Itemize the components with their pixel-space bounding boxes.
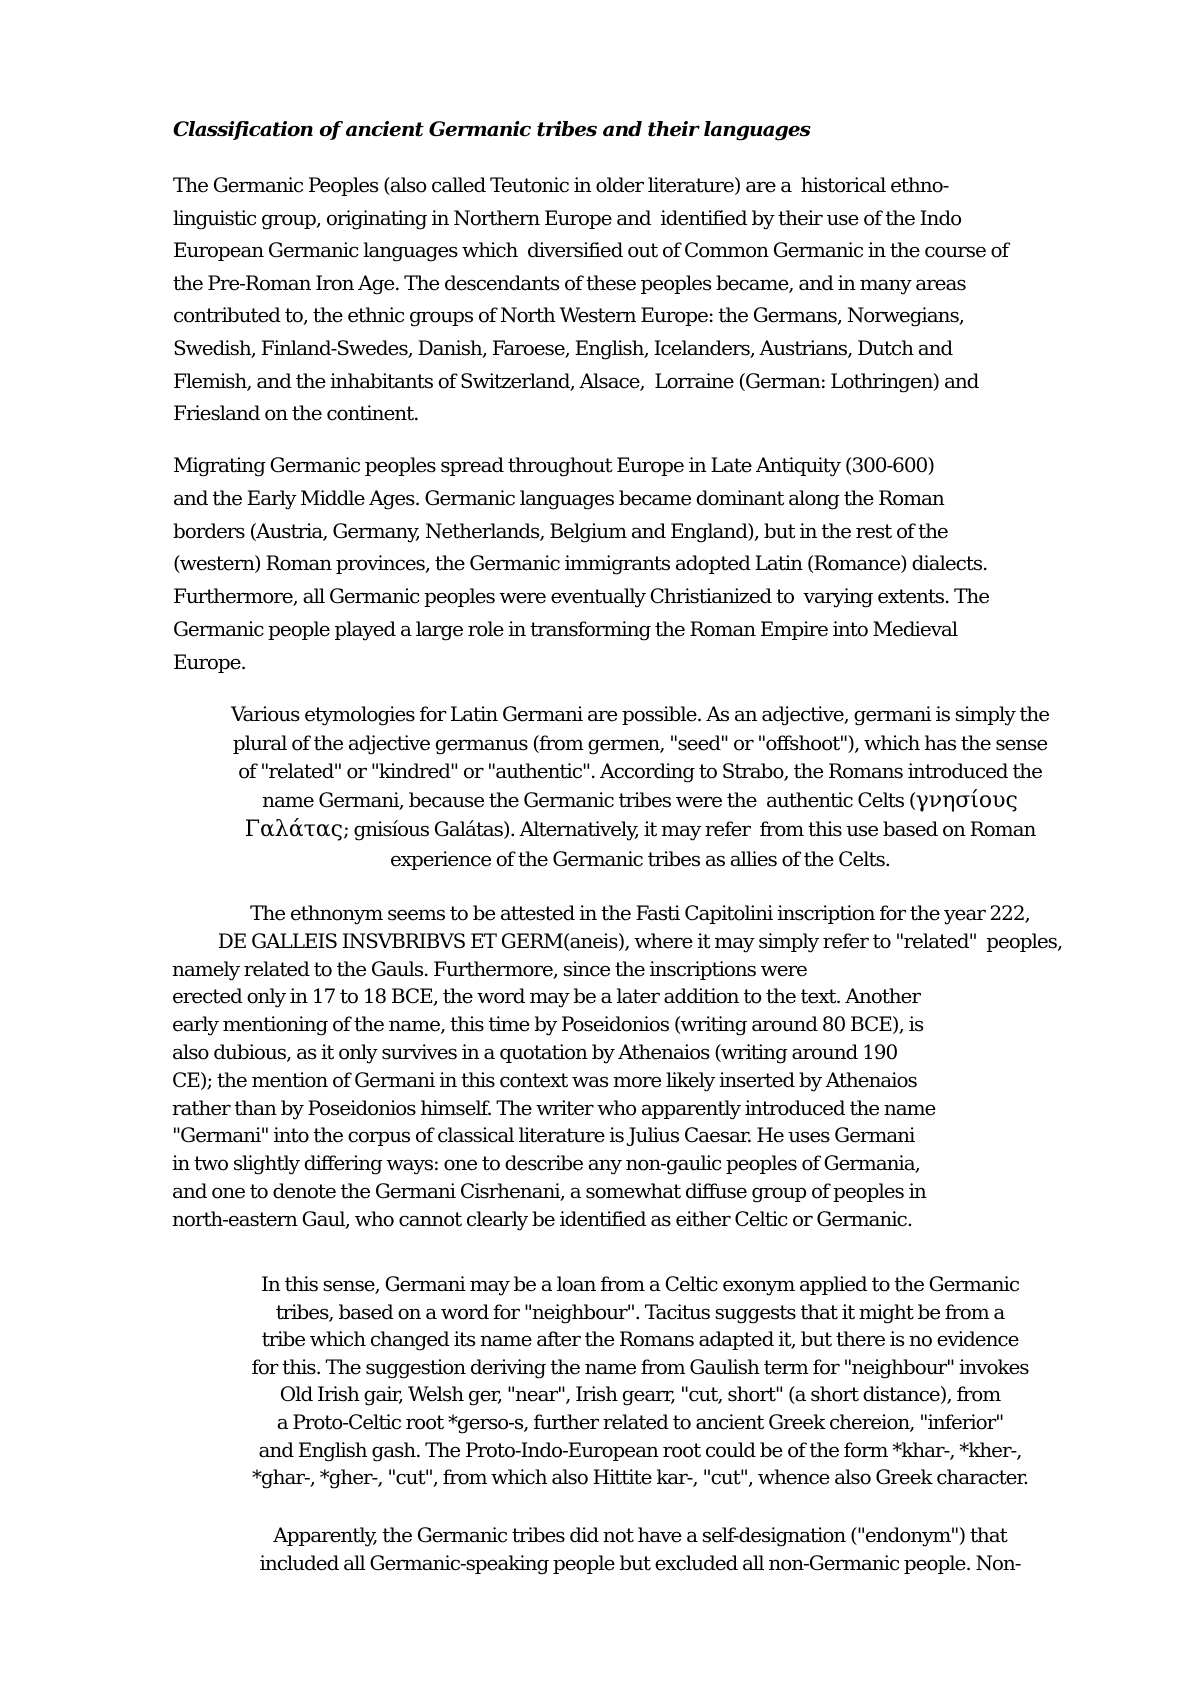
text-line: included all Germanic-speaking people but excluded all non-Germanic people. Non-	[259, 1551, 1021, 1575]
text-line: DE GALLEIS INSVBRIBVS ET GERM(aneis), where it may simply refer to "related" peoples,	[217, 928, 1063, 953]
greek-word: γνησίους	[915, 787, 1018, 813]
paragraph-germanic-peoples	[173, 169, 1008, 430]
text-run: ; gnisíous Galátas). Alternatively, it may refer from this use based on Roman	[342, 817, 1036, 841]
text-line: The Germanic Peoples (also called Teutonic in older literature) are a historical ethno-	[173, 173, 949, 197]
text-line: Furthermore, all Germanic peoples were eventually Christianized to varying extents. The	[173, 584, 990, 609]
paragraph-endonym	[172, 1521, 1108, 1577]
text-line: In this sense, Germani may be a loan from a Celtic exonym applied to the Germanic	[260, 1272, 1020, 1296]
text-line: plural of the adjective germanus (from germen, "seed" or "offshoot"), which has the sense	[232, 730, 1048, 755]
text-line: The ethnonym seems to be attested in the Fasti Capitolini inscription for the year 222,	[250, 901, 1030, 925]
text-line: experience of the Germanic tribes as allies of the Celts.	[390, 846, 890, 871]
text-run: name Germani, because the Germanic tribes were the authentic Celts (	[262, 787, 916, 812]
text-line	[172, 815, 1108, 845]
document-title: Classification of ancient Germanic tribes and their languages	[173, 117, 811, 141]
text-line: namely related to the Gauls. Furthermore, since the inscriptions were	[172, 956, 807, 981]
text-line: linguistic group, originating in Northern Europe and identified by their use of the Indo	[173, 205, 962, 230]
text-line: "Germani" into the corpus of classical literature is Julius Caesar. He uses Germani	[172, 1123, 915, 1148]
text-line: Germanic people played a large role in transforming the Roman Empire into Medieval	[173, 616, 958, 641]
text-line: Apparently, the Germanic tribes did not have a self-designation ("endonym") that	[273, 1523, 1007, 1547]
text-line: Migrating Germanic peoples spread throughout Europe in Late Antiquity (300-600)	[173, 453, 934, 477]
text-line: a Proto-Celtic root *gerso-s, further related to ancient Greek chereion, "inferior"	[276, 1409, 1004, 1434]
text-line: Swedish, Finland-Swedes, Danish, Faroese, English, Icelanders, Austrians, Dutch and	[173, 335, 953, 360]
text-line: in two slightly differing ways: one to describe any non-gaulic peoples of Germania,	[172, 1151, 920, 1176]
text-line: (western) Roman provinces, the Germanic immigrants adopted Latin (Romance) dialects.	[173, 551, 988, 576]
paragraph-etymology	[172, 700, 1108, 873]
text-line	[172, 786, 1108, 816]
text-line: for this. The suggestion deriving the name from Gaulish term for "neighbour" invokes	[251, 1354, 1029, 1379]
text-line: early mentioning of the name, this time by Poseidonios (writing around 80 BCE), is	[172, 1012, 924, 1037]
text-line: tribe which changed its name after the Romans adapted it, but there is no evidence	[261, 1327, 1019, 1352]
paragraph-celtic-exonym	[172, 1271, 1108, 1492]
text-line: Various etymologies for Latin Germani are possible. As an adjective, germani is simply the	[230, 702, 1050, 726]
text-line: north-eastern Gaul, who cannot clearly be identified as either Celtic or Germanic.	[172, 1206, 913, 1231]
text-line: and English gash. The Proto-Indo-European root could be of the form *khar-, *kher-,	[258, 1437, 1022, 1462]
text-line: also dubious, as it only survives in a quotation by Athenaios (writing around 190	[172, 1039, 898, 1064]
text-line: Old Irish gair, Welsh ger, "near", Irish gearr, "cut, short" (a short distance), from	[279, 1382, 1001, 1407]
text-line: erected only in 17 to 18 BCE, the word may be a later addition to the text. Another	[172, 984, 920, 1009]
paragraph-migration	[173, 449, 989, 679]
text-line: the Pre-Roman Iron Age. The descendants of these peoples became, and in many areas	[173, 270, 966, 295]
paragraph-ethnonym	[172, 900, 1108, 1234]
text-line: contributed to, the ethnic groups of North Western Europe: the Germans, Norwegians,	[173, 303, 964, 328]
text-line: and the Early Middle Ages. Germanic languages became dominant along the Roman	[173, 485, 944, 510]
text-line: *ghar-, *gher-, "cut", from which also Hittite kar-, "cut", whence also Greek character.	[251, 1465, 1029, 1490]
text-line: rather than by Poseidonios himself. The writer who apparently introduced the name	[172, 1095, 936, 1120]
text-line: CE); the mention of Germani in this context was more likely inserted by Athenaios	[172, 1067, 917, 1092]
text-line: Friesland on the continent.	[173, 401, 419, 426]
text-line: Europe.	[173, 649, 246, 674]
text-line: European Germanic languages which diversified out of Common Germanic in the course of	[173, 238, 1008, 263]
greek-word: Γαλάτας	[244, 817, 343, 842]
text-line: borders (Austria, Germany, Netherlands, Belgium and England), but in the rest of the	[173, 518, 948, 543]
text-line: Flemish, and the inhabitants of Switzerland, Alsace, Lorraine (German: Lothringen) and	[173, 368, 979, 393]
text-line: tribes, based on a word for "neighbour". Tacitus suggests that it might be from a	[275, 1299, 1005, 1324]
text-line: and one to denote the Germani Cisrhenani, a somewhat diffuse group of peoples in	[172, 1178, 926, 1203]
text-line: of "related" or "kindred" or "authentic". According to Strabo, the Romans introduced the	[238, 759, 1042, 783]
